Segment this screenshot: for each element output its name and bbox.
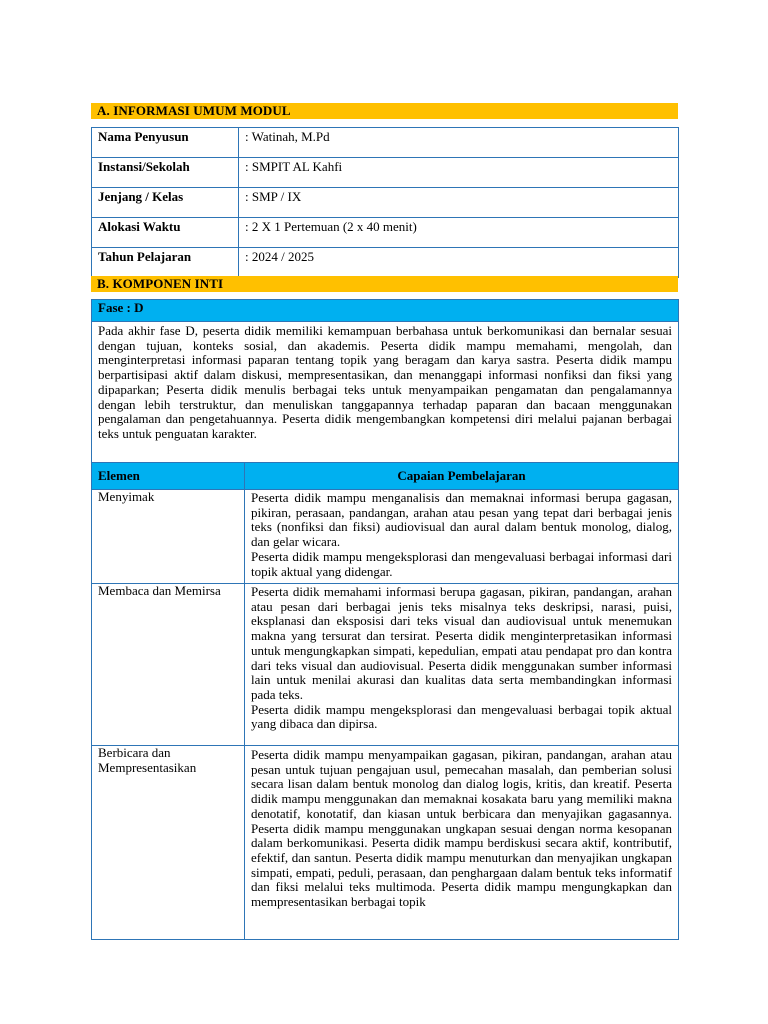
info-row <box>92 158 679 188</box>
fase-description: Pada akhir fase D, peserta didik memiliki kemampuan berbahasa untuk berkomunikasi dan bernalar sesuai dengan tujuan, konteks sosial, dan akademis. Peserta didik mampu memahami, mengolah, dan menginterpretasi informasi paparan tentang topik yang beragam dan karya sastra. Peserta didik mampu berpartisipasi aktif dalam diskusi, mempresentasikan, dan menanggapi informasi nonfiksi dan fiksi yang dipaparkan; Peserta didik menulis berbagai teks untuk menyampaikan pengamatan dan pengalamannya dengan lebih terstruktur, dan menuliskan tanggapannya terhadap paparan dan bacaan menggunakan pengalaman dan pengetahuannya. Peserta didik mengembangkan kompetensi diri melalui pajanan berbagai teks untuk penguatan karakter. <box>92 322 679 463</box>
info-label: Jenjang / Kelas <box>92 188 239 218</box>
element-name: Membaca dan Memirsa <box>92 584 245 746</box>
info-label: Alokasi Waktu <box>92 218 239 248</box>
section-b-heading: B. KOMPONEN INTI <box>91 276 678 292</box>
info-row <box>92 128 679 158</box>
info-value: : SMPIT AL Kahfi <box>239 158 679 188</box>
info-row <box>92 188 679 218</box>
info-row <box>92 248 679 278</box>
table-header-row <box>92 463 679 490</box>
capaian-paragraph: Peserta didik mampu mengeksplorasi dan mengevaluasi berbagai informasi dari topik aktual yang didengar. <box>251 548 672 579</box>
info-label: Nama Penyusun <box>92 128 239 158</box>
header-capaian: Capaian Pembelajaran <box>245 463 679 490</box>
element-name: Berbicara dan Mempresentasikan <box>92 746 245 940</box>
info-label: Tahun Pelajaran <box>92 248 239 278</box>
core-components-table <box>91 299 679 940</box>
capaian-paragraph: Peserta didik mampu menganalisis dan memaknai informasi berupa gagasan, pikiran, perasaan, pandangan, arahan atau pesan yang tepat dari berbagai jenis teks (nonfiksi dan fiksi) audiovisual dan aural dalam bentuk monolog, dialog, dan gelar wicara. <box>251 490 672 550</box>
fase-label: Fase : D <box>92 300 679 322</box>
info-label: Instansi/Sekolah <box>92 158 239 188</box>
table-row <box>92 746 679 940</box>
info-value: : 2 X 1 Pertemuan (2 x 40 menit) <box>239 218 679 248</box>
table-row <box>92 584 679 746</box>
capaian-paragraph: Peserta didik mampu menyampaikan gagasan, pikiran, pandangan, arahan atau pesan untuk tujuan pengajuan usul, pemecahan masalah, dan pemberian solusi secara lisan dalam bentuk monolog dan dialog logis, kritis, dan kreatif. Peserta didik mampu menggunakan dan memaknai kosakata baru yang memiliki makna denotatif, konotatif, dan kiasan untuk berbicara dan menyajikan gagasannya. Peserta didik mampu menggunakan ungkapan sesuai dengan norma kesopanan dalam berkomunikasi. Peserta didik mampu berdiskusi secara aktif, kontributif, efektif, dan santun. Peserta didik mampu menuturkan dan menyajikan ungkapan simpati, empati, peduli, perasaan, dan penghargaan dalam bentuk teks informatif dan fiksi melalui teks multimoda. Peserta didik mampu mengungkapkan dan mempresentasikan berbagai topik <box>251 747 672 910</box>
info-value: : 2024 / 2025 <box>239 248 679 278</box>
info-value: : Watinah, M.Pd <box>239 128 679 158</box>
section-a-heading: A. INFORMASI UMUM MODUL <box>91 103 678 119</box>
info-value: : SMP / IX <box>239 188 679 218</box>
element-capaian <box>245 490 679 584</box>
capaian-paragraph: Peserta didik mampu mengeksplorasi dan mengevaluasi berbagai topik aktual yang dibaca dan dipirsa. <box>251 701 672 732</box>
fase-description-row <box>92 322 679 463</box>
element-capaian <box>245 746 679 940</box>
table-row <box>92 490 679 584</box>
capaian-paragraph: Peserta didik memahami informasi berupa gagasan, pikiran, pandangan, arahan atau pesan dari berbagai jenis teks misalnya teks deskripsi, narasi, puisi, eksplanasi dan eksposisi dari teks visual dan audiovisual untuk menemukan makna yang tersurat dan tersirat. Peserta didik menginterpretasikan informasi untuk mengungkapkan simpati, kepedulian, empati atau pendapat pro dan kontra dari teks visual dan audiovisual. Peserta didik menggunakan sumber informasi lain untuk menilai akurasi dan kualitas data serta membandingkan informasi pada teks. <box>251 584 672 702</box>
header-elemen: Elemen <box>92 463 245 490</box>
element-capaian <box>245 584 679 746</box>
info-row <box>92 218 679 248</box>
general-info-table <box>91 127 679 278</box>
fase-row <box>92 300 679 322</box>
element-name: Menyimak <box>92 490 245 584</box>
